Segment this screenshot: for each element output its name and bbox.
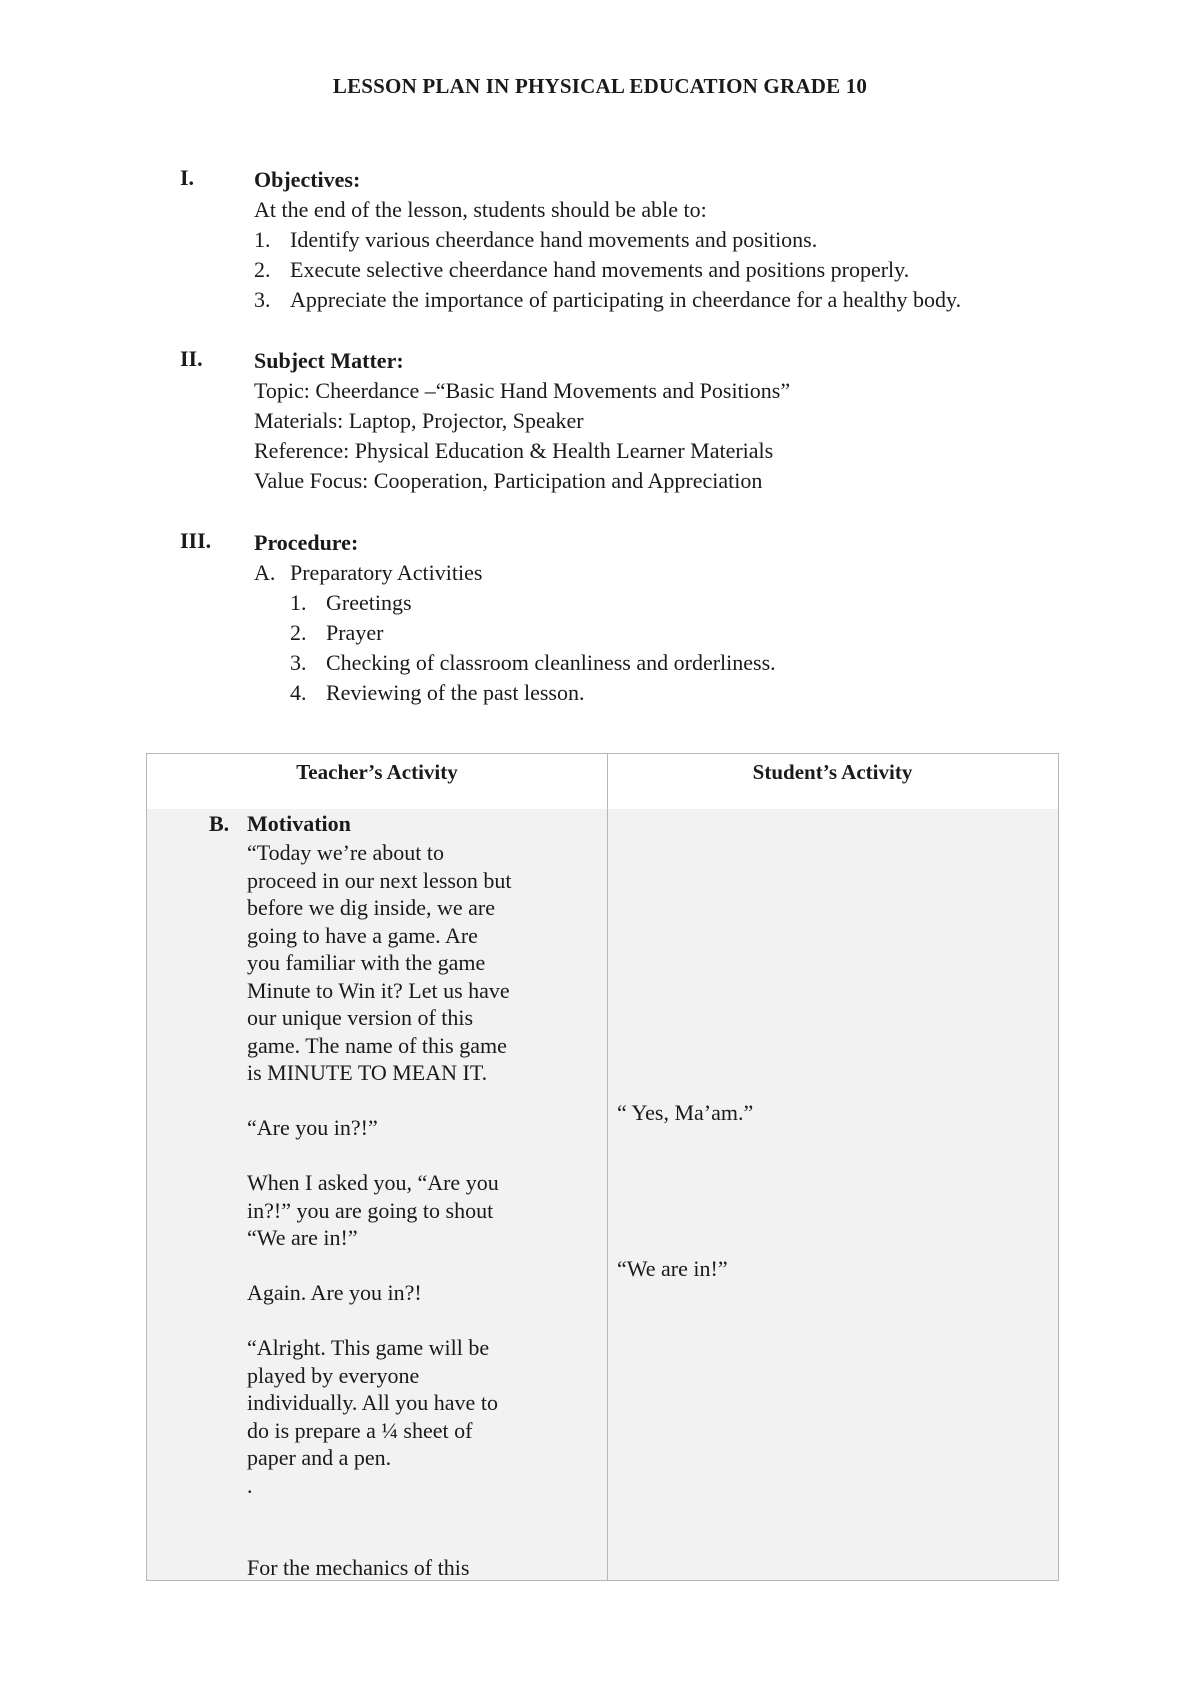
item-letter: A. (254, 560, 276, 585)
objectives-heading: Objectives: (254, 167, 361, 192)
heading-text: Motivation (247, 811, 351, 836)
teacher-script-line: paper and a pen. (247, 1445, 392, 1470)
section-number: II. (180, 346, 203, 371)
item-number: 4. (290, 680, 307, 705)
reference-line: Reference: Physical Education & Health Learner Materials (254, 438, 774, 463)
value-focus-line: Value Focus: Cooperation, Participation and Appreciation (254, 468, 763, 493)
item-number: 1. (290, 590, 307, 615)
preparatory-item (290, 618, 1114, 648)
teacher-script-line: before we dig inside, we are (247, 895, 496, 920)
materials-line: Materials: Laptop, Projector, Speaker (254, 408, 584, 433)
teacher-script-line: “Are you in?!” (247, 1115, 378, 1140)
teacher-script-line: . (247, 1472, 253, 1498)
teacher-script-line: you familiar with the game (247, 950, 486, 975)
column-divider (607, 809, 608, 1580)
teacher-script-line: going to have a game. Are (247, 922, 478, 948)
item-number: 3. (254, 287, 271, 312)
teacher-script-line (247, 1527, 597, 1555)
student-activity-header: Student’s Activity (752, 760, 913, 784)
teacher-script-line (247, 1087, 597, 1115)
objective-item (254, 285, 1114, 315)
item-number: 2. (290, 620, 307, 645)
procedure-heading: Procedure: (254, 530, 359, 555)
procedure-subheading (254, 558, 1114, 588)
section-number: I. (180, 165, 195, 190)
document-title: LESSON PLAN IN PHYSICAL EDUCATION GRADE 10 (332, 74, 868, 98)
teacher-script-line: is MINUTE TO MEAN IT. (247, 1060, 488, 1085)
preparatory-item (290, 588, 1114, 618)
teacher-script-line (247, 1499, 597, 1527)
teacher-script-line: “Today we’re about to (247, 840, 444, 865)
preparatory-item (290, 648, 1114, 678)
teacher-script-line: For the mechanics of this (247, 1555, 470, 1580)
teacher-script-line: played by everyone (247, 1362, 420, 1388)
item-text: Appreciate the importance of participating in cheerdance for a healthy body. (290, 287, 962, 312)
item-text: Preparatory Activities (290, 560, 483, 585)
table-header-row (147, 754, 1058, 810)
teacher-script-line: When I asked you, “Are you (247, 1170, 499, 1195)
item-letter: B. (209, 811, 230, 836)
teacher-activity-header: Teacher’s Activity (147, 754, 608, 809)
item-text: Reviewing of the past lesson. (326, 680, 585, 705)
item-text: Identify various cheerdance hand movements and positions. (290, 227, 818, 252)
teacher-activity-cell (209, 809, 597, 1582)
preparatory-item (290, 678, 1114, 708)
item-number: 3. (290, 650, 307, 675)
teacher-script-line: “Alright. This game will be (247, 1335, 490, 1360)
item-text: Prayer (326, 620, 384, 645)
teacher-script-line: game. The name of this game (247, 1032, 507, 1058)
student-response: “We are in!” (617, 1256, 728, 1281)
item-text: Checking of classroom cleanliness and orderliness. (326, 650, 776, 675)
teacher-script-line: do is prepare a ¼ sheet of (247, 1417, 473, 1443)
section-number: III. (180, 528, 212, 553)
teacher-script-line: Minute to Win it? Let us have (247, 977, 510, 1003)
teacher-script-line: Again. Are you in?! (247, 1280, 422, 1305)
motivation-heading (209, 809, 597, 839)
teacher-script-line (247, 1252, 597, 1280)
topic-line: Topic: Cheerdance –“Basic Hand Movements and Positions” (254, 378, 791, 403)
objective-item (254, 255, 1114, 285)
teacher-script-line (247, 1307, 597, 1335)
teacher-script-line: individually. All you have to (247, 1390, 498, 1415)
student-response: “ Yes, Ma’am.” (617, 1100, 754, 1125)
teacher-script-line: in?!” you are going to shout (247, 1197, 494, 1223)
objective-item (254, 225, 1114, 255)
table-row (147, 809, 1058, 1580)
preparatory-list (254, 588, 1114, 708)
subject-matter-heading: Subject Matter: (254, 348, 404, 373)
teacher-script-line (247, 1142, 597, 1170)
item-text: Greetings (326, 590, 412, 615)
activity-table (146, 753, 1059, 1581)
item-text: Execute selective cheerdance hand movements and positions properly. (290, 257, 910, 282)
teacher-script (247, 839, 597, 1582)
teacher-script-line: our unique version of this (247, 1005, 474, 1030)
teacher-script-line: “We are in!” (247, 1225, 358, 1250)
item-number: 1. (254, 227, 271, 252)
teacher-script-line: proceed in our next lesson but (247, 867, 512, 893)
objectives-intro: At the end of the lesson, students should be able to: (254, 197, 707, 222)
item-number: 2. (254, 257, 271, 282)
